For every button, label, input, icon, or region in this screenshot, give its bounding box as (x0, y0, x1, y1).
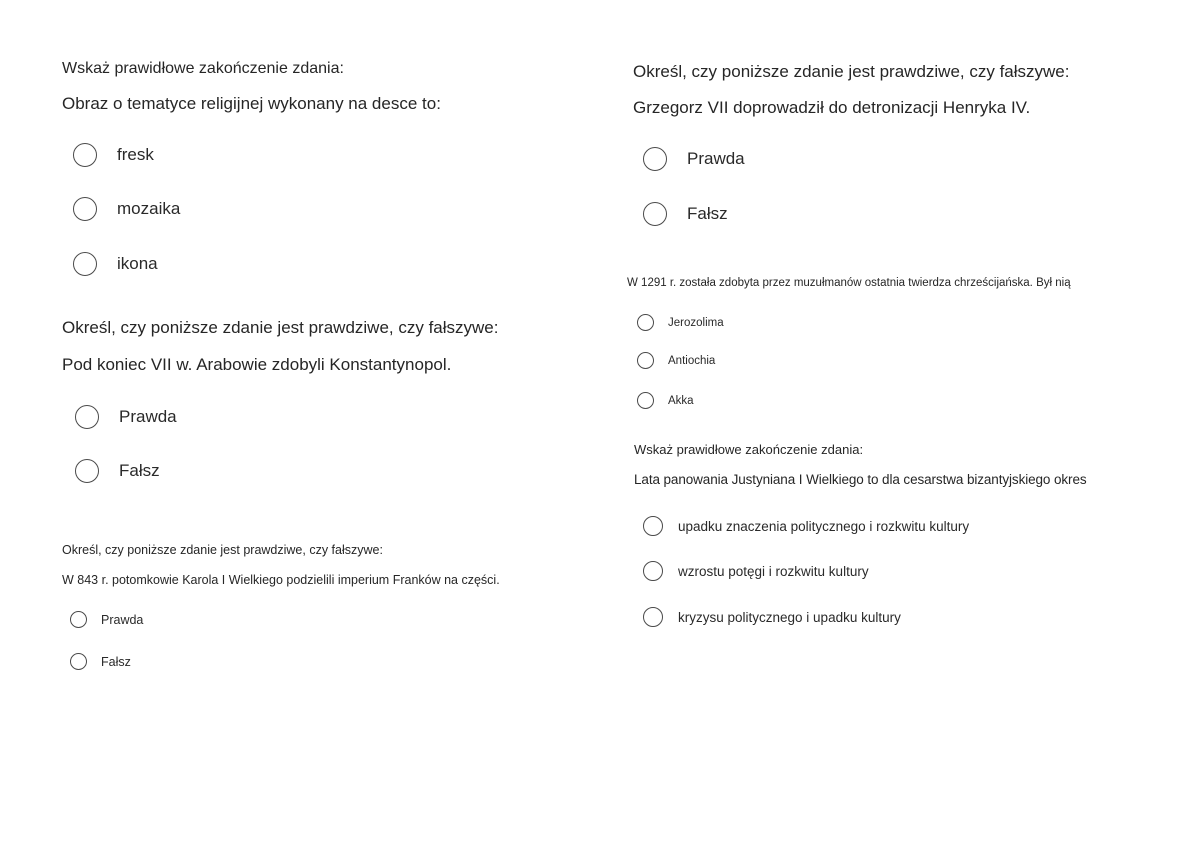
answer-option[interactable] (70, 611, 143, 628)
question-text: Lata panowania Justyniana I Wielkiego to dla cesarstwa bizantyjskiego okres (634, 472, 1087, 487)
answer-label: wzrostu potęgi i rozkwitu kultury (678, 563, 869, 579)
question-prompt: Wskaż prawidłowe zakończenie zdania: (62, 60, 344, 77)
question-prompt: W 1291 r. została zdobyta przez muzułmanów ostatnia twierdza chrześcijańska. Był nią (627, 277, 1071, 289)
radio-button[interactable] (637, 314, 654, 331)
radio-button[interactable] (643, 202, 667, 226)
answer-option[interactable] (643, 202, 728, 226)
answer-option[interactable] (73, 143, 154, 167)
radio-button[interactable] (643, 147, 667, 171)
answer-label: Prawda (101, 612, 144, 627)
answer-option[interactable] (637, 392, 694, 409)
question-text: Obraz o tematyce religijnej wykonany na desce to: (62, 94, 441, 113)
answer-option[interactable] (73, 252, 158, 276)
question-prompt: Określ, czy poniższe zdanie jest prawdziwe, czy fałszywe: (62, 543, 383, 557)
answer-option[interactable] (75, 405, 177, 429)
answer-label: kryzysu politycznego i upadku kultury (678, 609, 901, 625)
question-prompt: Wskaż prawidłowe zakończenie zdania: (634, 442, 864, 457)
answer-option[interactable] (643, 516, 969, 536)
radio-button[interactable] (73, 252, 97, 276)
answer-label: mozaika (117, 199, 181, 218)
answer-label: Akka (668, 394, 694, 407)
radio-button[interactable] (637, 392, 654, 409)
answer-option[interactable] (643, 607, 901, 627)
answer-label: Fałsz (119, 461, 160, 480)
answer-label: upadku znaczenia politycznego i rozkwitu kultury (678, 518, 970, 534)
answer-option[interactable] (75, 459, 160, 483)
question-text: Grzegorz VII doprowadził do detronizacji Henryka IV. (633, 98, 1031, 117)
question-prompt: Określ, czy poniższe zdanie jest prawdziwe, czy fałszywe: (633, 62, 1070, 81)
answer-option[interactable] (70, 653, 131, 670)
question-text: W 843 r. potomkowie Karola I Wielkiego podzielili imperium Franków na części. (62, 573, 500, 587)
radio-button[interactable] (643, 607, 663, 627)
answer-option[interactable] (637, 314, 724, 331)
question-prompt: Określ, czy poniższe zdanie jest prawdziwe, czy fałszywe: (62, 318, 499, 337)
radio-button[interactable] (75, 459, 99, 483)
answer-label: ikona (117, 254, 158, 273)
answer-label: Fałsz (101, 654, 131, 669)
radio-button[interactable] (73, 197, 97, 221)
answer-option[interactable] (643, 561, 869, 581)
answer-label: Prawda (119, 407, 177, 426)
question-text: Pod koniec VII w. Arabowie zdobyli Konstantynopol. (62, 355, 452, 374)
radio-button[interactable] (70, 653, 87, 670)
radio-button[interactable] (75, 405, 99, 429)
answer-option[interactable] (637, 352, 715, 369)
answer-label: Jerozolima (668, 316, 724, 329)
radio-button[interactable] (643, 561, 663, 581)
radio-button[interactable] (70, 611, 87, 628)
radio-button[interactable] (73, 143, 97, 167)
answer-option[interactable] (643, 147, 745, 171)
radio-button[interactable] (637, 352, 654, 369)
answer-label: fresk (117, 145, 154, 164)
answer-option[interactable] (73, 197, 180, 221)
answer-label: Fałsz (687, 204, 728, 223)
radio-button[interactable] (643, 516, 663, 536)
answer-label: Antiochia (668, 354, 716, 367)
answer-label: Prawda (687, 149, 745, 168)
